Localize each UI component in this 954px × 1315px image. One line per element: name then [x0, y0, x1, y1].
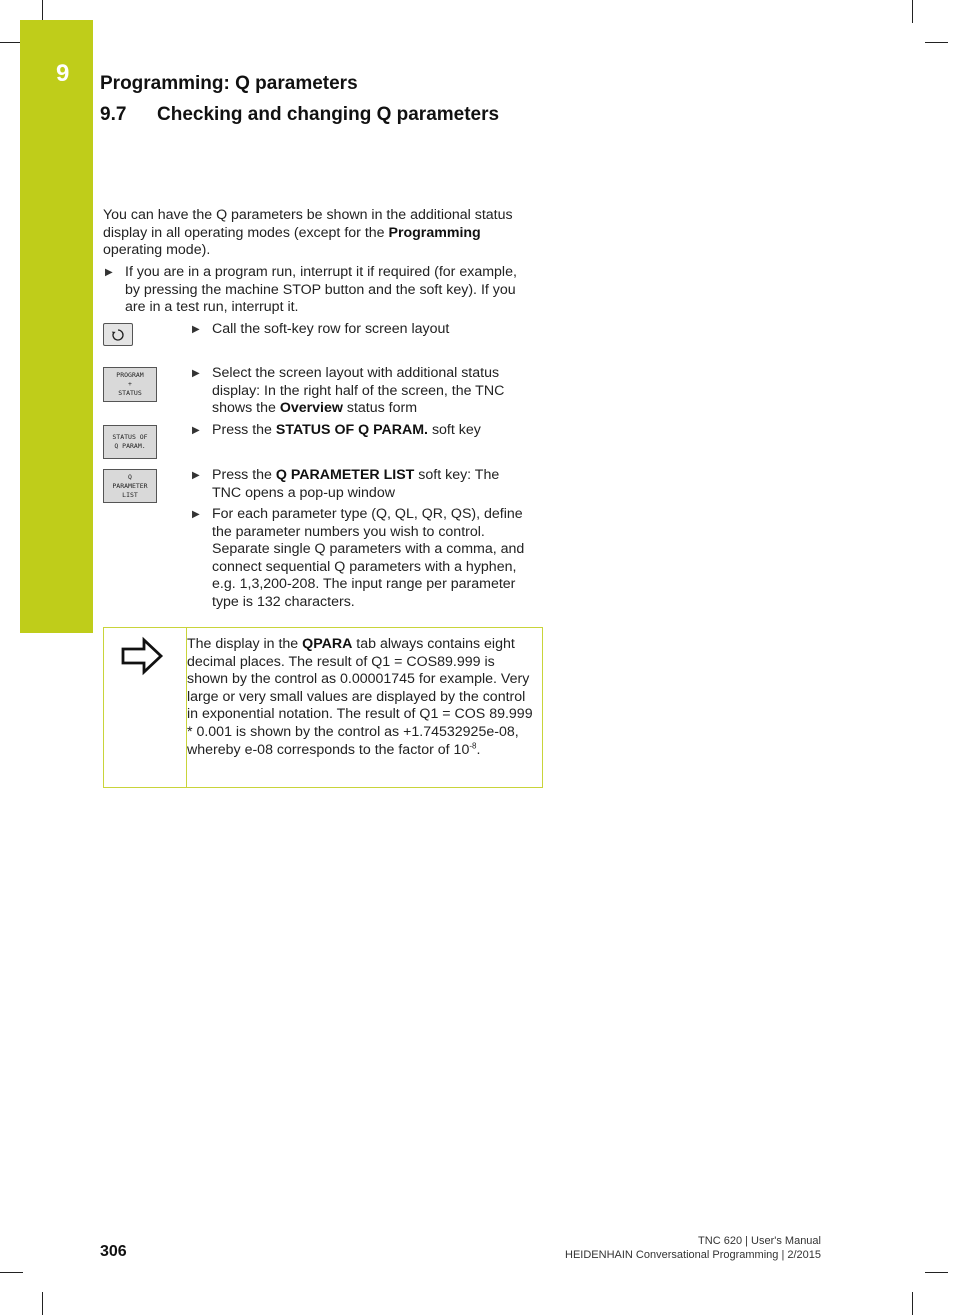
step-text: Press the: [212, 422, 276, 438]
note-text-end: .: [476, 741, 481, 758]
intro-paragraph: [103, 207, 533, 260]
step-bold: Q PARAMETER LIST: [275, 467, 415, 483]
step-text: Call the soft-key row for screen layout: [212, 321, 450, 337]
softkey-program-status[interactable]: [103, 367, 157, 402]
bullet-arrow-icon: ▶: [192, 509, 200, 520]
bullet-arrow-icon: ▶: [105, 267, 113, 278]
crop-mark: [912, 0, 913, 23]
softkey-label: STATUS OF: [112, 433, 148, 441]
step-text: Press the: [212, 467, 276, 483]
softkey-label: Q PARAM.: [114, 442, 146, 450]
softkey-label: Q: [128, 472, 132, 481]
note-text-body: tab always contains eight decimal places. The result of Q1 = COS89.999 is shown by the control as 0.00001745 for example. Very large or very small values are displayed by the control in exponential notation. The result of Q1 = COS 89.999 * 0.001 is shown by the control as +1.74532925e-08, whereby e-08 corresponds to the factor of 10: [187, 636, 533, 758]
bullet-arrow-icon: ▶: [192, 324, 200, 335]
chapter-title: Programming: Q parameters: [100, 73, 358, 94]
chapter-number: 9: [56, 60, 70, 87]
step-text: For each parameter type (Q, QL, QR, QS), define the parameter numbers you wish to control. Separate single Q parameters with a comma, and connect sequential Q parameters with a hyphen, e.g. 1,3,200-208. The input range per parameter type is 132 characters.: [212, 506, 525, 610]
crop-mark: [912, 1292, 913, 1315]
note-box: [103, 627, 543, 788]
bullet-text: If you are in a program run, interrupt it if required (for example, by pressing the machine STOP button and the soft key). If you are in a test run, interrupt it.: [125, 264, 517, 316]
crop-mark: [0, 1272, 23, 1273]
bullet-arrow-icon: ▶: [192, 368, 200, 379]
step-bold: STATUS OF Q PARAM.: [275, 422, 428, 438]
softkey-status-q-param[interactable]: [103, 425, 157, 459]
step-text: Select the screen layout with additional status display: In the right half of the screen, the TNC shows the: [212, 365, 505, 417]
intro-text: You can have the Q parameters be shown in the additional status display in all operating modes (except for the: [103, 207, 513, 241]
arrow-right-icon: [120, 636, 164, 676]
chapter-tab: [20, 20, 93, 633]
footer: [565, 1234, 821, 1262]
footer-line-1: TNC 620 | User's Manual: [698, 1235, 821, 1247]
softkey-label: +: [128, 380, 132, 388]
crop-mark: [925, 42, 948, 43]
section-title-text: Checking and changing Q parameters: [157, 104, 500, 125]
intro-text-end: operating mode).: [103, 242, 211, 259]
bullet-arrow-icon: ▶: [192, 425, 200, 436]
note-text-start: The display in the: [187, 636, 303, 652]
note-superscript: -8: [469, 740, 477, 750]
note-bold: QPARA: [302, 636, 353, 652]
softkey-label: LIST: [122, 490, 138, 499]
section-title: [100, 104, 499, 126]
crop-mark: [925, 1272, 948, 1273]
screen-layout-loop-icon: [111, 328, 125, 342]
step-text-end: status form: [342, 400, 418, 417]
softkey-q-parameter-list[interactable]: [103, 469, 157, 503]
step-text-end: soft key: [428, 422, 481, 438]
softkey-label: PROGRAM: [116, 371, 144, 379]
crop-mark: [42, 1292, 43, 1315]
softkey-label: PARAMETER: [112, 481, 148, 490]
softkey-label: STATUS: [118, 389, 142, 397]
section-number: 9.7: [100, 104, 127, 125]
intro-bold: Programming: [388, 224, 481, 241]
page-number: 306: [100, 1243, 127, 1260]
footer-line-2: HEIDENHAIN Conversational Programming | 2/2015: [565, 1249, 821, 1261]
bullet-arrow-icon: ▶: [192, 470, 200, 481]
note-text: [187, 636, 537, 759]
step-bold: Overview: [279, 400, 343, 417]
step-text-end: soft key: The TNC opens a pop-up window: [212, 467, 500, 501]
screen-layout-key[interactable]: [103, 323, 133, 346]
